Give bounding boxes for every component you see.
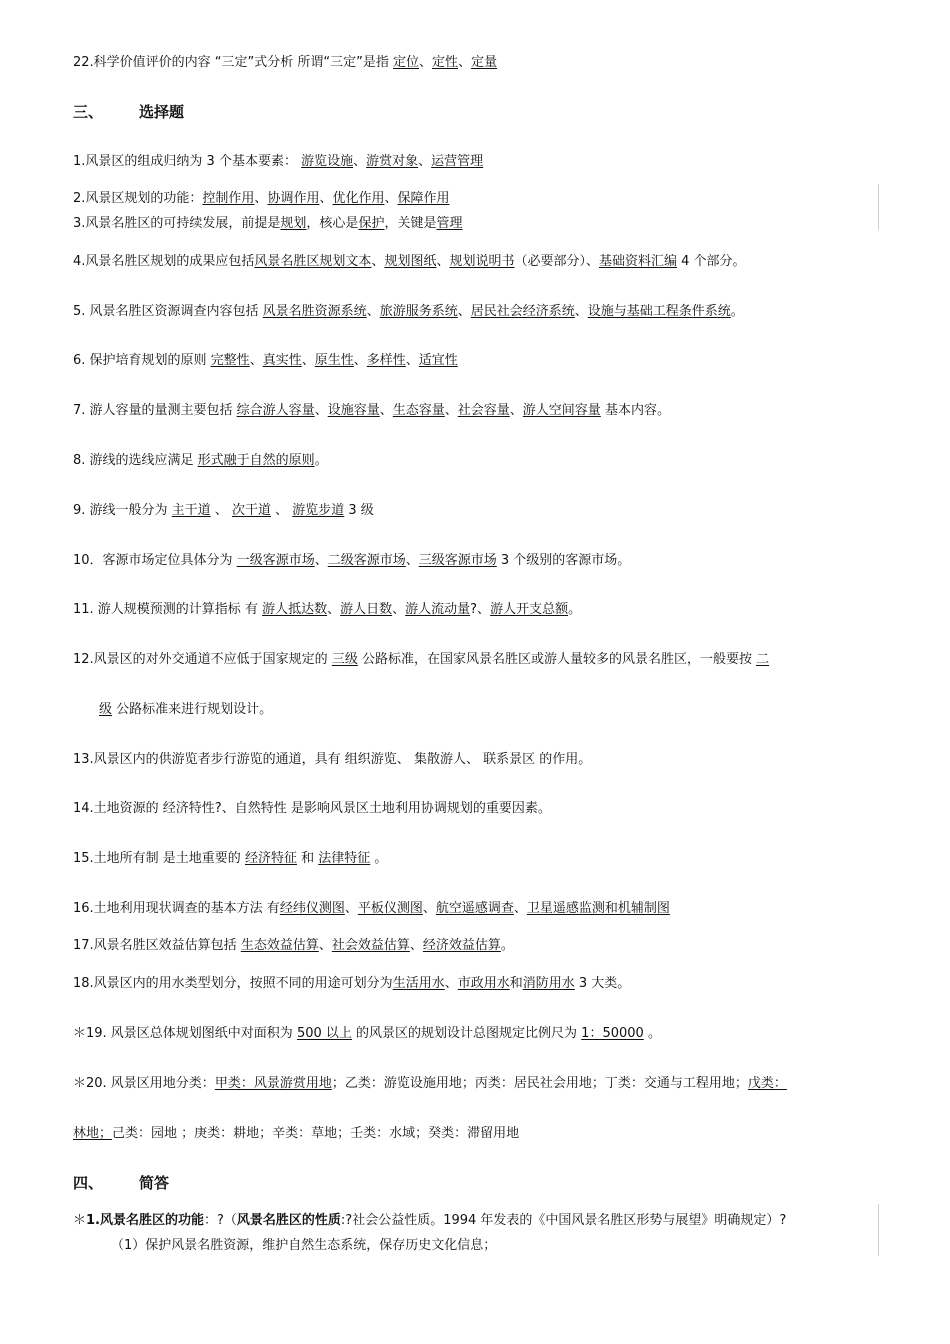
q16-line: 16.土地利用现状调查的基本方法 有经纬仪测图、平板仪测图、航空遥感调查、卫星遥感监测和机辅制图 [73, 901, 670, 916]
q10-line: 10．客源市场定位具体分为 一级客源市场、二级客源市场、三级客源市场 3 个级别的客源市场。 [73, 553, 631, 568]
q22-text: 22.科学价值评价的内容 “三定”式分析 所谓“三定”是指 [73, 55, 394, 70]
q17-line: 17.风景名胜区效益估算包括 生态效益估算、社会效益估算、经济效益估算。 [73, 938, 514, 953]
q1-line: 1.风景区的组成归纳为 3 个基本要素： 游览设施、游赏对象、运营管理 [73, 154, 484, 169]
q12-continuation: 级 公路标准来进行规划设计。 [99, 702, 273, 717]
q19-line: ＊19. 风景区总体规划图纸中对面积为 500 以上 的风景区的规划设计总图规定比例尺为 1：50000 。 [73, 1026, 661, 1041]
q22-answer-3: 定量 [471, 55, 498, 70]
section-title: 简答 [139, 1174, 170, 1192]
q14-line: 14.土地资源的 经济特性?、自然特性 是影响风景区土地利用协调规划的重要因素。 [73, 801, 551, 816]
q9-line: 9. 游线一般分为 主干道 、 次干道 、 游览步道 3 级 [73, 503, 374, 518]
short-answer-1-line: ＊1.风景名胜区的功能：?（风景名胜区的性质:?社会公益性质。1994 年发表的《中国风景名胜区形势与展望》明确规定）? [73, 1213, 787, 1228]
q22-answer-2: 定性 [432, 55, 459, 70]
q4-line: 4.风景名胜区规划的成果应包括风景名胜区规划文本、规划图纸、规划说明书（必要部分）、基础资料汇编 4 个部分。 [73, 254, 746, 269]
section-heading-short-answer [73, 1172, 169, 1193]
section-heading-choice [73, 101, 184, 122]
q2-line: 2.风景区规划的功能：控制作用、协调作用、优化作用、保障作用 [73, 191, 450, 206]
q20-line: ＊20. 风景区用地分类：甲类：风景游赏用地；乙类：游览设施用地；丙类：居民社会用地；丁类：交通与工程用地；戊类： [73, 1076, 787, 1091]
q15-line: 15.土地所有制 是土地重要的 经济特征 和 法律特征 。 [73, 851, 388, 866]
q3-line: 3.风景名胜区的可持续发展，前提是规划，核心是保护，关键是管理 [73, 216, 463, 231]
section-number: 四、 [73, 1174, 104, 1192]
q18-line: 18.风景区内的用水类型划分，按照不同的用途可划分为生活用水、市政用水和消防用水 3 大类。 [73, 976, 631, 991]
q13-line: 13.风景区内的供游览者步行游览的通道，具有 组织游览、 集散游人、 联系景区 的作用。 [73, 752, 592, 767]
q22-line: 22.科学价值评价的内容 “三定”式分析 所谓“三定”是指 定位、定性、定量 [73, 55, 498, 70]
margin-rule-bottom [878, 1204, 879, 1256]
q22-answer-1: 定位 [393, 55, 420, 70]
margin-rule-top [878, 184, 879, 230]
q11-line: 11. 游人规模预测的计算指标 有 游人抵达数、游人日数、游人流动量?、游人开支总额。 [73, 602, 582, 617]
q12-line: 12.风景区的对外交通道不应低于国家规定的 三级 公路标准，在国家风景名胜区或游人量较多的风景名胜区，一般要按 二 [73, 652, 770, 667]
q7-line: 7. 游人容量的量测主要包括 综合游人容量、设施容量、生态容量、社会容量、游人空间容量 基本内容。 [73, 403, 670, 418]
section-title: 选择题 [139, 103, 185, 121]
q5-line: 5. 风景名胜区资源调查内容包括 风景名胜资源系统、旅游服务系统、居民社会经济系统、设施与基础工程条件系统。 [73, 304, 744, 319]
section-number: 三、 [73, 103, 104, 121]
q20-continuation: 林地；己类：园地 ；庚类：耕地；辛类：草地；壬类：水域；癸类：滞留用地 [73, 1126, 520, 1141]
short-answer-1-item-1: （1）保护风景名胜资源，维护自然生态系统，保存历史文化信息； [111, 1238, 497, 1253]
q6-line: 6. 保护培育规划的原则 完整性、真实性、原生性、多样性、适宜性 [73, 353, 458, 368]
q8-line: 8. 游线的选线应满足 形式融于自然的原则。 [73, 453, 328, 468]
